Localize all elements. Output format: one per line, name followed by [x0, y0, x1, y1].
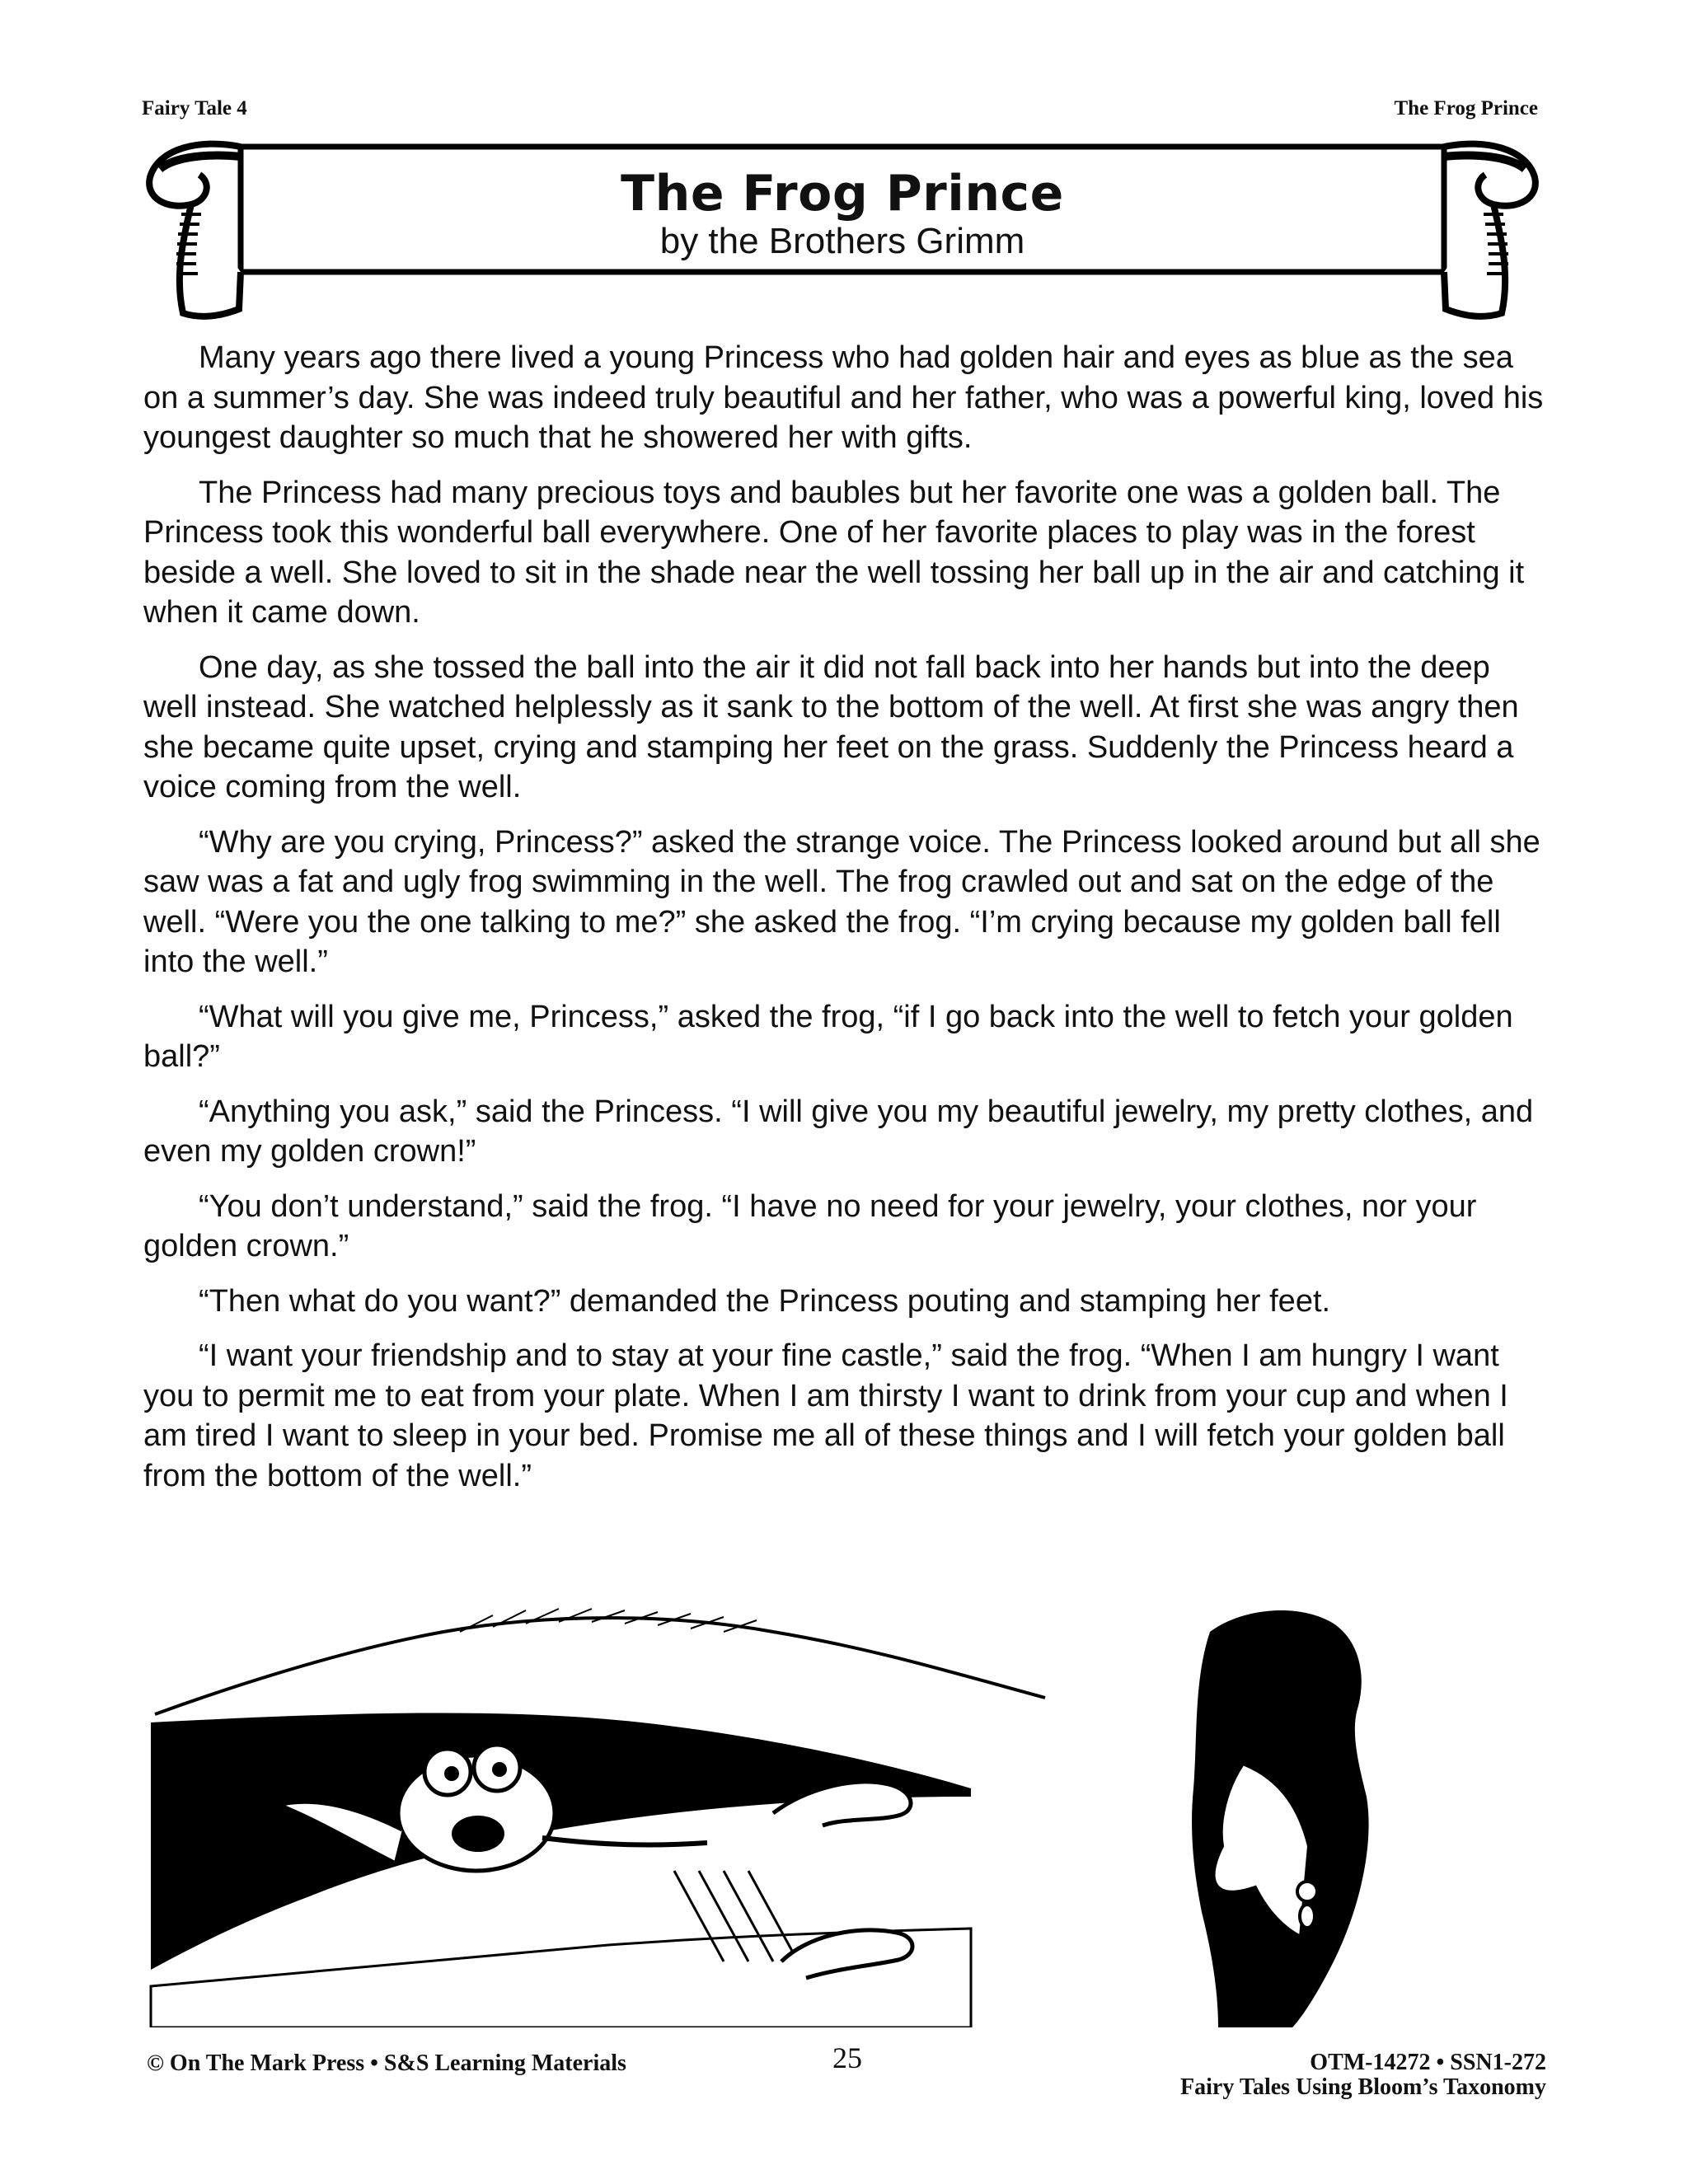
- header-story-title: The Frog Prince: [1394, 97, 1538, 120]
- story-paragraph: “You don’t understand,” said the frog. “I have no need for your jewelry, your clothes, nor your golden crown.”: [143, 1188, 1477, 1263]
- footer-series-title: Fairy Tales Using Bloom’s Taxonomy: [1180, 2074, 1546, 2100]
- story-paragraph: “What will you give me, Princess,” asked the frog, “if I go back into the well to fetch your golden ball?”: [143, 999, 1513, 1074]
- footer-product-code: OTM-14272 • SSN1-272: [1310, 2050, 1546, 2075]
- title-banner: [142, 132, 1543, 326]
- story-paragraph: “Why are you crying, Princess?” asked the strange voice. The Princess looked around but all she saw was a fat and ugly frog swimming in the well. The frog crawled out and sat on the edge of the well. “Were you the one talking to me?” she asked the frog. “I’m crying because my golden ball fell into the well.”: [143, 824, 1540, 979]
- story-paragraph: One day, as she tossed the ball into the air it did not fall back into her hands but into the deep well instead. She watched helplessly as it sank to the bottom of the well. At first she was angry then she became quite upset, crying and stamping her feet on the grass. Suddenly the Princess heard a voice coming from the well.: [143, 649, 1519, 804]
- page-number: 25: [832, 2041, 862, 2074]
- story-paragraph: “I want your friendship and to stay at your fine castle,” said the frog. “When I am hungry I want you to permit me to eat from your plate. When I am thirsty I want to drink from your cup and when I am tired I want to sleep in your bed. Promise me all of these things and I will fetch your golden ball from the bottom of the well.”: [143, 1338, 1508, 1493]
- footer-product-info: [1180, 2050, 1546, 2100]
- header-section-label: Fairy Tale 4: [142, 97, 247, 120]
- story-title: The Frog Prince: [621, 165, 1064, 223]
- story-text: [143, 338, 1545, 1511]
- frog-at-well-illustration-icon: [147, 1599, 1507, 2027]
- story-paragraph: “Anything you ask,” said the Princess. “I will give you my beautiful jewelry, my pretty clothes, and even my golden crown!”: [143, 1094, 1534, 1169]
- story-paragraph: Many years ago there lived a young Princess who had golden hair and eyes as blue as the sea on a summer’s day. She was indeed truly beautiful and her father, who was a powerful king, loved his youngest daughter so much that he showered her with gifts.: [143, 340, 1544, 455]
- story-paragraph: The Princess had many precious toys and baubles but her favorite one was a golden ball. The Princess took this wonderful ball everywhere. One of her favorite places to play was in the forest beside a well. She loved to sit in the shade near the well tossing her ball up in the air and catching it when it came down.: [143, 475, 1525, 630]
- footer-copyright: © On The Mark Press • S&S Learning Materials: [147, 2050, 626, 2076]
- story-byline: by the Brothers Grimm: [659, 221, 1025, 261]
- story-paragraph: “Then what do you want?” demanded the Princess pouting and stamping her feet.: [199, 1283, 1331, 1319]
- frog-and-princess-illustration: [147, 1599, 1507, 2027]
